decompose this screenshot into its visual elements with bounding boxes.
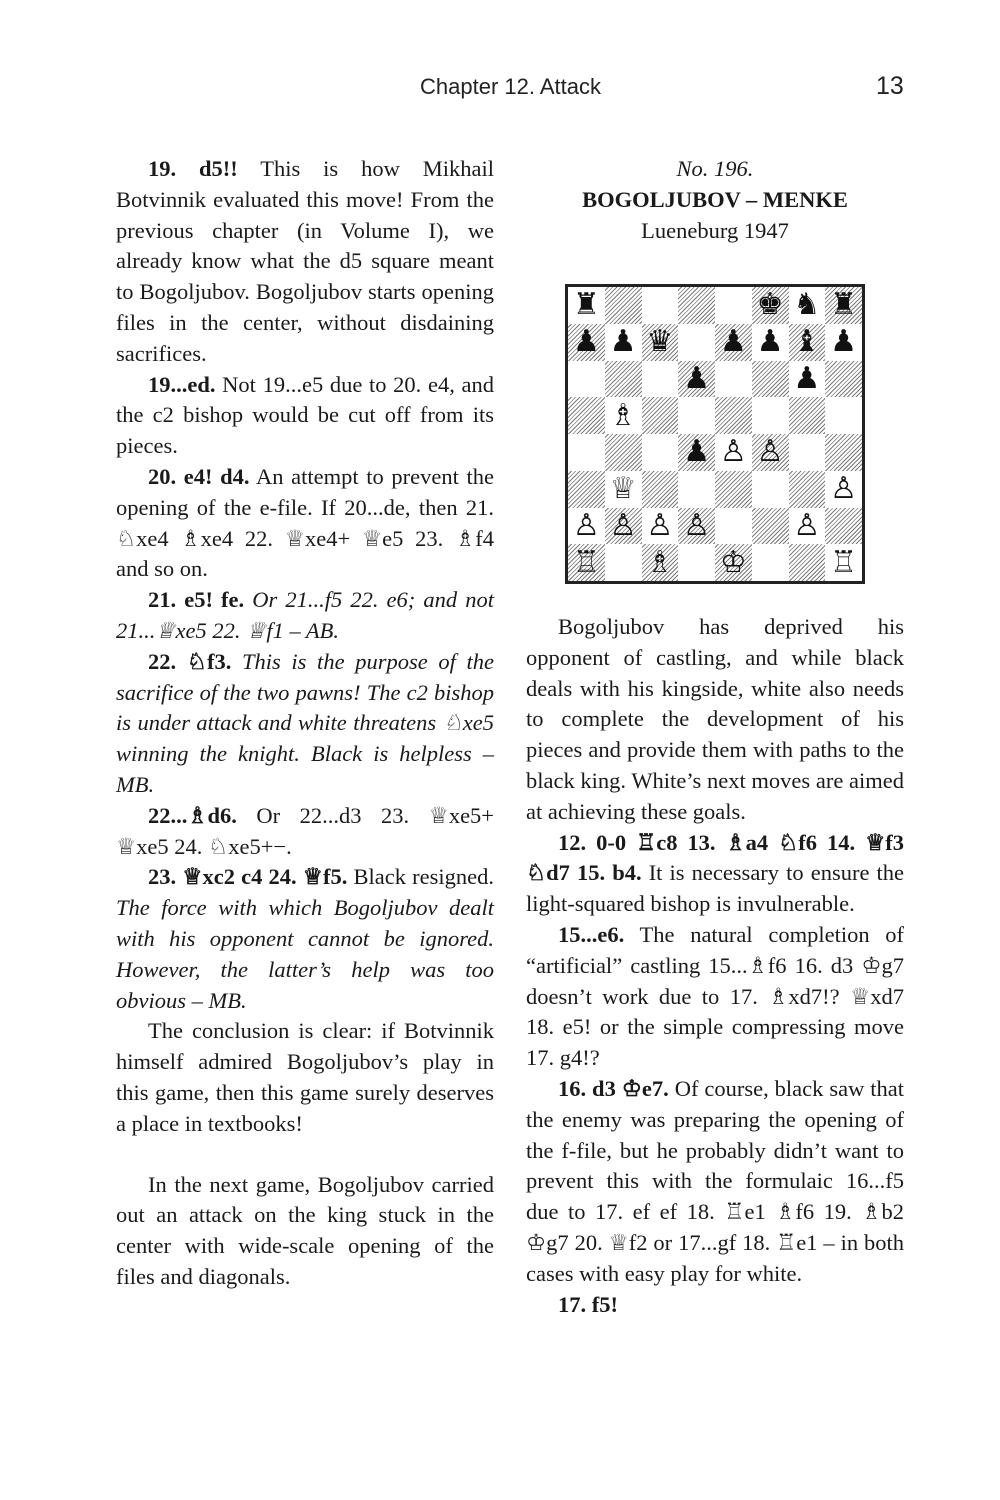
chess-piece: ♟ — [609, 324, 637, 360]
board-square — [568, 434, 605, 471]
move-text: 22...♗d6. — [148, 802, 237, 828]
body-text: The conclusion is clear: if Botvinnik himself admired Bogoljubov’s play in this game, then this game surely deserves a place in textbooks! — [116, 1018, 494, 1136]
body-text: Bogoljubov has deprived his opponent of castling, and while black deals with his kingside, white also needs to complete the development of his pieces and provide them with paths to the black king. White’s next moves are aimed at achieving these goals. — [526, 614, 904, 824]
paragraph — [116, 370, 494, 462]
chess-piece: ♟ — [572, 324, 600, 360]
board-square — [715, 434, 752, 471]
chess-piece: ♗ — [646, 544, 674, 580]
board-square — [568, 324, 605, 361]
board-square — [678, 397, 715, 434]
chess-piece: ♖ — [830, 544, 858, 580]
board-square — [642, 434, 679, 471]
paragraph — [116, 1016, 494, 1139]
board-square — [568, 508, 605, 545]
move-text: 21. e5! fe. — [148, 587, 245, 613]
board-square — [752, 361, 789, 398]
chess-piece: ♖ — [572, 544, 600, 580]
board-square — [605, 361, 642, 398]
board-square — [825, 434, 862, 471]
board-square — [678, 434, 715, 471]
body-text: It is necessary to ensure the light-squared bishop is invulnerable. — [526, 860, 904, 917]
board-square — [642, 287, 679, 324]
board-square — [642, 471, 679, 508]
paragraph — [116, 585, 494, 647]
chess-piece: ♙ — [609, 507, 637, 543]
paragraph — [116, 647, 494, 801]
board-square — [789, 287, 826, 324]
chess-diagram — [565, 284, 865, 584]
chess-piece: ♔ — [719, 544, 747, 580]
chess-piece: ♛ — [646, 324, 674, 360]
board-square — [568, 544, 605, 581]
annotation-text: Or 21...f5 22. e6; and not 21...♕xe5 22. ♕f1 – AB. — [116, 587, 494, 643]
board-square — [678, 287, 715, 324]
move-text: 12. 0-0 ♖c8 13. ♗a4 ♘f6 14. ♕f3 ♘d7 15. b4. — [526, 829, 904, 886]
board-square — [825, 508, 862, 545]
paragraph — [116, 1170, 494, 1293]
board-square — [752, 471, 789, 508]
board-square — [715, 471, 752, 508]
body-text: Or 22...d3 23. ♕xe5+ ♕xe5 24. ♘xe5+−. — [116, 802, 494, 859]
paragraph — [116, 154, 494, 370]
board-square — [605, 324, 642, 361]
board-square — [825, 471, 862, 508]
board-square — [752, 287, 789, 324]
body-text: Not 19...e5 due to 20. e4, and the c2 bishop would be cut off from its pieces. — [116, 371, 494, 459]
board-square — [605, 471, 642, 508]
board-square — [642, 544, 679, 581]
body-text: In the next game, Bogoljubov carried out an attack on the king stuck in the center with wide-scale opening of the files and diagonals. — [116, 1171, 494, 1289]
move-text: 22. ♘f3. — [148, 648, 232, 674]
chess-piece: ♙ — [646, 507, 674, 543]
board-square — [715, 544, 752, 581]
board-square — [568, 361, 605, 398]
board-square — [789, 397, 826, 434]
board-square — [752, 544, 789, 581]
board-square — [642, 397, 679, 434]
board-square — [605, 508, 642, 545]
page-number: 13 — [876, 72, 904, 100]
board-square — [789, 324, 826, 361]
board-square — [605, 397, 642, 434]
board-square — [825, 397, 862, 434]
chess-piece: ♟ — [683, 434, 711, 470]
move-text: 16. d3 ♔e7. — [558, 1075, 669, 1101]
board-square — [568, 397, 605, 434]
move-text: 19...ed. — [148, 371, 216, 397]
body-text: This is how Mikhail Botvinnik evaluated this move! From the previous chapter (in Volume I), we already know what the d5 square meant to Bogoljubov. Bogoljubov starts opening files in the center, without disdaining sacrifices. — [116, 156, 494, 366]
chess-piece: ♟ — [830, 324, 858, 360]
board-square — [642, 361, 679, 398]
game-number: No. 196. — [676, 156, 754, 181]
board-square — [825, 287, 862, 324]
board-square — [678, 361, 715, 398]
board-square — [789, 471, 826, 508]
chess-board — [565, 284, 865, 584]
board-square — [678, 544, 715, 581]
paragraph — [116, 801, 494, 863]
move-text: 20. e4! d4. — [148, 463, 250, 489]
board-square — [568, 471, 605, 508]
board-square — [605, 287, 642, 324]
chess-piece: ♙ — [793, 507, 821, 543]
game-header — [526, 154, 904, 246]
board-square — [678, 508, 715, 545]
body-text: Of course, black saw that the enemy was preparing the opening of the f-file, but he probably didn’t want to prevent this with the formulaic 16...f5 due to 17. ef ef 18. ♖e1 ♗f6 19. ♗b2 ♔g7 20. ♕f2 or 17...gf 18. ♖e1 – in both cases with easy play for white. — [526, 1075, 905, 1286]
board-square — [825, 361, 862, 398]
game-place-year: Lueneburg 1947 — [641, 217, 789, 243]
chess-piece: ♚ — [756, 287, 784, 323]
annotation-text: The force with which Bogoljubov dealt with his opponent cannot be ignored. However, the latter’s help was too obvious – MB. — [116, 895, 494, 1013]
board-square — [789, 544, 826, 581]
board-square — [789, 508, 826, 545]
paragraph — [526, 828, 904, 920]
move-text: 15...e6. — [558, 921, 625, 947]
chess-piece: ♟ — [719, 324, 747, 360]
board-square — [752, 397, 789, 434]
board-square — [715, 397, 752, 434]
chess-piece: ♟ — [756, 324, 784, 360]
chess-piece: ♟ — [793, 360, 821, 396]
board-square — [789, 361, 826, 398]
chess-piece: ♙ — [756, 434, 784, 470]
chess-piece: ♙ — [719, 434, 747, 470]
body-text: The natural completion of “artificial” castling 15...♗f6 16. d3 ♔g7 doesn’t work due to 17. ♗xd7!? ♕xd7 18. e5! or the simple compressing move 17. g4!? — [526, 921, 904, 1071]
game-players: BOGOLJUBOV – MENKE — [582, 186, 848, 212]
board-square — [642, 324, 679, 361]
chess-piece: ♜ — [830, 287, 858, 323]
chess-piece: ♙ — [683, 507, 711, 543]
left-column — [116, 154, 494, 1293]
board-square — [715, 508, 752, 545]
paragraph — [116, 862, 494, 1016]
board-square — [678, 471, 715, 508]
chess-piece: ♞ — [793, 287, 821, 323]
chess-piece: ♜ — [572, 287, 600, 323]
move-text: 17. f5! — [558, 1291, 618, 1317]
body-text: An attempt to prevent the opening of the e-file. If 20...de, then 21. ♘xe4 ♗xe4 22. ♕xe4+ ♕e5 23. ♗f4 and so on. — [116, 463, 494, 582]
board-square — [715, 287, 752, 324]
move-text: 23. ♕xc2 c4 24. ♕f5. — [148, 864, 348, 890]
board-square — [715, 361, 752, 398]
board-square — [605, 544, 642, 581]
chess-piece: ♝ — [793, 324, 821, 360]
paragraph — [116, 462, 494, 585]
chess-piece: ♟ — [683, 360, 711, 396]
board-square — [789, 434, 826, 471]
board-square — [825, 324, 862, 361]
board-square — [752, 324, 789, 361]
paragraph — [526, 1074, 904, 1290]
board-square — [715, 324, 752, 361]
chess-piece: ♗ — [609, 397, 637, 433]
move-text: 19. d5!! — [148, 156, 238, 181]
board-square — [752, 434, 789, 471]
paragraph — [526, 1290, 904, 1321]
paragraph — [526, 920, 904, 1074]
board-square — [825, 544, 862, 581]
board-square — [642, 508, 679, 545]
board-square — [605, 434, 642, 471]
chess-piece: ♕ — [609, 471, 637, 507]
body-text: Black resigned. — [347, 864, 494, 890]
board-square — [752, 508, 789, 545]
running-title: Chapter 12. Attack — [420, 74, 601, 99]
board-square — [568, 287, 605, 324]
chess-piece: ♙ — [572, 507, 600, 543]
paragraph — [526, 612, 904, 828]
chess-piece: ♙ — [830, 471, 858, 507]
annotation-text: This is the purpose of the sacrifice of the two pawns! The c2 bishop is under attack and white threatens ♘xe5 winning the knight. Black is helpless – MB. — [116, 648, 494, 797]
board-square — [678, 324, 715, 361]
right-column — [526, 612, 904, 1320]
